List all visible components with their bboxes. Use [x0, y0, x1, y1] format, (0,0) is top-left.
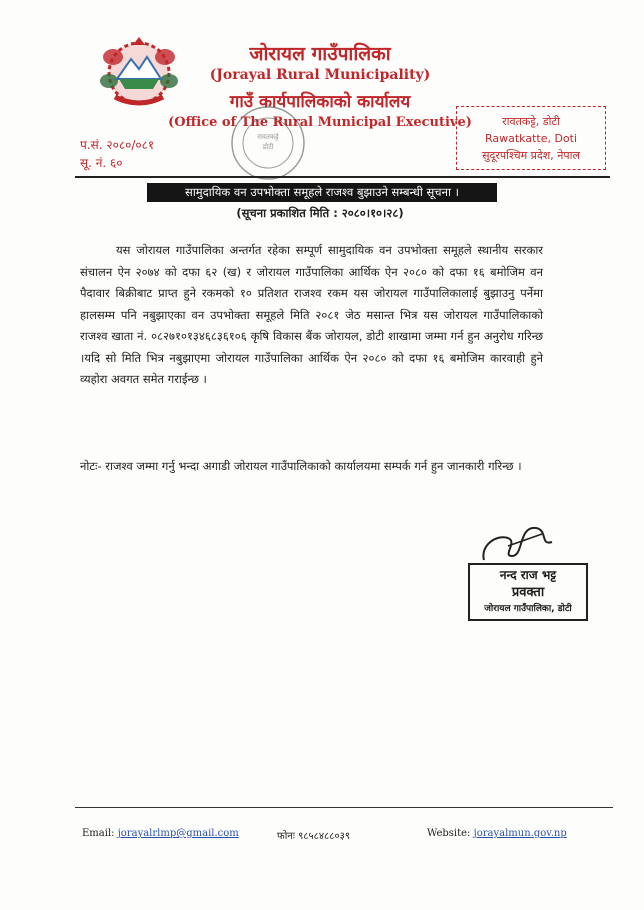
municipality-name-np: जोरायल गाउँपालिका [249, 43, 391, 65]
signatory-title: प्रवक्ता [511, 585, 545, 600]
address-box [456, 106, 606, 170]
phone-number: ९८५८४८८०३९ [298, 831, 351, 842]
publish-date: (सूचना प्रकाशित मिति : २०८०।१०।२८) [236, 206, 404, 220]
fiscal-year: प.सं. २०८०/०८१ [80, 138, 155, 152]
signature-icon [478, 516, 558, 568]
website-label: Website: [427, 828, 471, 839]
address-province: सुदूरपश्चिम प्रदेश, नेपाल [482, 149, 580, 162]
office-name-en: (Office of The Rural Municipal Executive) [168, 115, 472, 130]
email-label: Email: [82, 828, 115, 839]
header-divider [75, 176, 610, 178]
notice-body: यस जोरायल गाउँपालिका अन्तर्गत रहेका सम्पूर्ण सामुदायिक वन उपभोक्ता समूहले स्थानीय सरकार संचालन ऐन २०७४ को दफा ६२ (ख) र जोरायल गाउँपालिका आर्थिक ऐन २०८० को दफा १६ बमोजिम वन पैदावार बिक्रीबाट प्राप्त हुने रकमको १० प्रतिशत राजश्व रकम यस जोरायल गाउँपालिकालाई बुझाउनु पर्नेमा हालसम्म पनि नबुझाएका वन उपभोक्ता समूहले मिति २०८१ जेठ मसान्त भित्र यस जोरायल गाउँपालिकाको राजश्व खाता नं. ०८२७१०१३४६८३६१०६ कृषि विकास बैंक जोरायल, डोटी शाखामा जम्मा गर्न हुन अनुरोध गरिन्छ ।यदि सो मिति भित्र नबुझाएमा जोरायल गाउँपालिका आर्थिक ऐन २०८० को दफा १६ बमोजिम कारवाही हुने व्यहोरा अवगत समेत गराईन्छ । [80, 243, 543, 386]
notice-note: नोटः- राजश्व जम्मा गर्नु भन्दा अगाडी जोरायल गाउँपालिकाको कार्यालयमा सम्पर्क गर्न हुन जानकारी गरिन्छ । [80, 459, 522, 473]
office-name-np: गाउँ कार्यपालिकाको कार्यालय [229, 92, 411, 112]
email-link[interactable]: jorayalrlmp@gmail.com [117, 828, 239, 839]
signatory-name: नन्द राज भट्ट [499, 568, 557, 582]
footer-email [82, 828, 239, 839]
footer-divider [75, 807, 613, 808]
address-line-np: रावतकट्टे, डोटी [502, 115, 560, 128]
svg-text:डोटी: डोटी [262, 143, 274, 151]
phone-label: फोनः [277, 831, 295, 842]
footer-website [427, 828, 567, 839]
municipality-name-en: (Jorayal Rural Municipality) [209, 67, 431, 83]
svg-text:रावतकट्टे: रावतकट्टे [257, 133, 279, 141]
signatory-stamp [468, 563, 588, 621]
signatory-office: जोरायल गाउँपालिका, डोटी [484, 604, 572, 614]
notice-subject: सामुदायिक वन उपभोक्ता समूहले राजश्व बुझाउने सम्बन्धी सूचना । [147, 183, 497, 202]
address-line-en: Rawatkatte, Doti [484, 132, 578, 145]
office-seal-icon [228, 103, 308, 183]
serial-number: सू. नं. ६० [80, 156, 123, 170]
website-link[interactable]: jorayalmun.gov.np [473, 828, 567, 839]
footer-phone [277, 828, 350, 842]
